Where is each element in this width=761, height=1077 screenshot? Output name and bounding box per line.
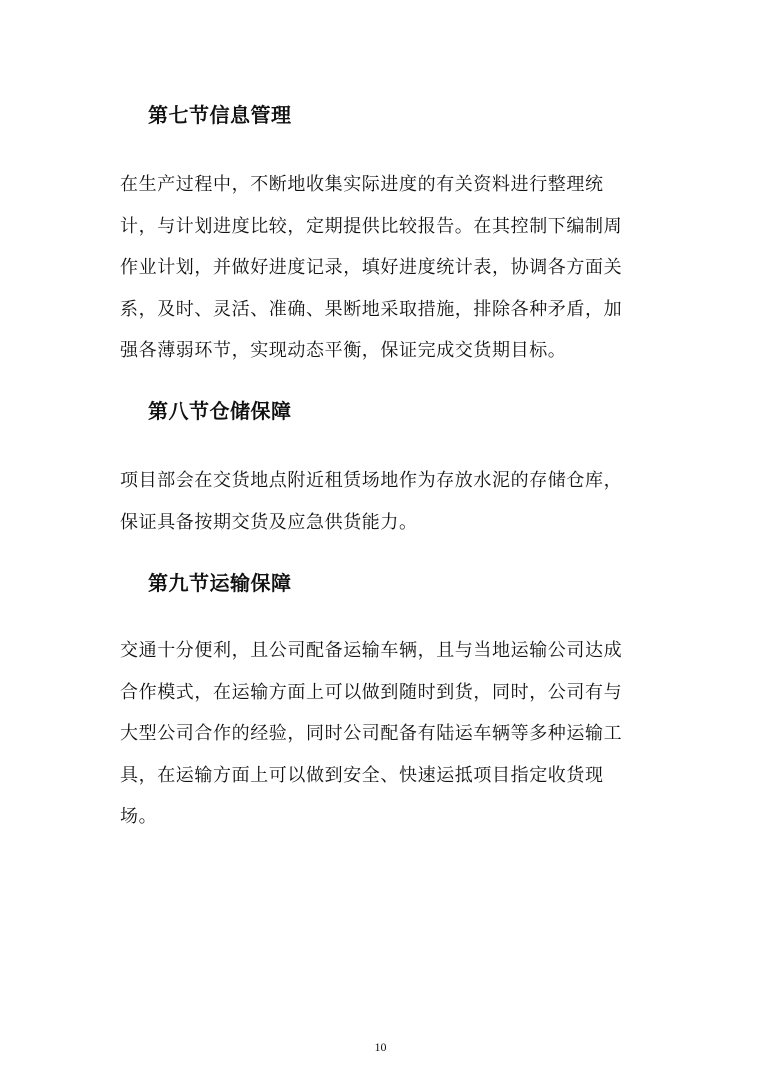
- section-8-paragraph: [120, 460, 640, 543]
- paragraph-line: 场。: [120, 806, 158, 827]
- paragraph-line: 强各薄弱环节，实现动态平衡，保证完成交货期目标。: [120, 340, 567, 361]
- section-9-heading: 第九节运输保障: [148, 571, 292, 595]
- paragraph-line: 交通十分便利，且公司配备运输车辆，且与当地运输公司达成: [120, 640, 623, 661]
- page-number: 10: [374, 1040, 387, 1054]
- section-7-heading: 第七节信息管理: [148, 103, 292, 127]
- paragraph-line: 在生产过程中，不断地收集实际进度的有关资料进行整理统: [120, 174, 604, 195]
- paragraph-line: 保证具备按期交货及应急供货能力。: [120, 511, 418, 533]
- section-7-paragraph: [120, 164, 640, 372]
- paragraph-line: 具，在运输方面上可以做到安全、快速运抵项目指定收货现: [120, 764, 604, 786]
- paragraph-line: 合作模式，在运输方面上可以做到随时到货，同时，公司有与: [120, 681, 623, 703]
- section-9-paragraph: [120, 630, 640, 838]
- section-8-heading: 第八节仓储保障: [148, 399, 292, 423]
- paragraph-line: 计，与计划进度比较，定期提供比较报告。在其控制下编制周: [120, 215, 623, 237]
- paragraph-line: 作业计划，并做好进度记录，填好进度统计表，协调各方面关: [120, 257, 623, 278]
- paragraph-line: 系，及时、灵活、准确、果断地采取措施，排除各种矛盾，加: [120, 298, 623, 320]
- paragraph-line: 项目部会在交货地点附近租赁场地作为存放水泥的存储仓库，: [120, 470, 623, 491]
- paragraph-line: 大型公司合作的经验，同时公司配备有陆运车辆等多种运输工: [120, 723, 623, 744]
